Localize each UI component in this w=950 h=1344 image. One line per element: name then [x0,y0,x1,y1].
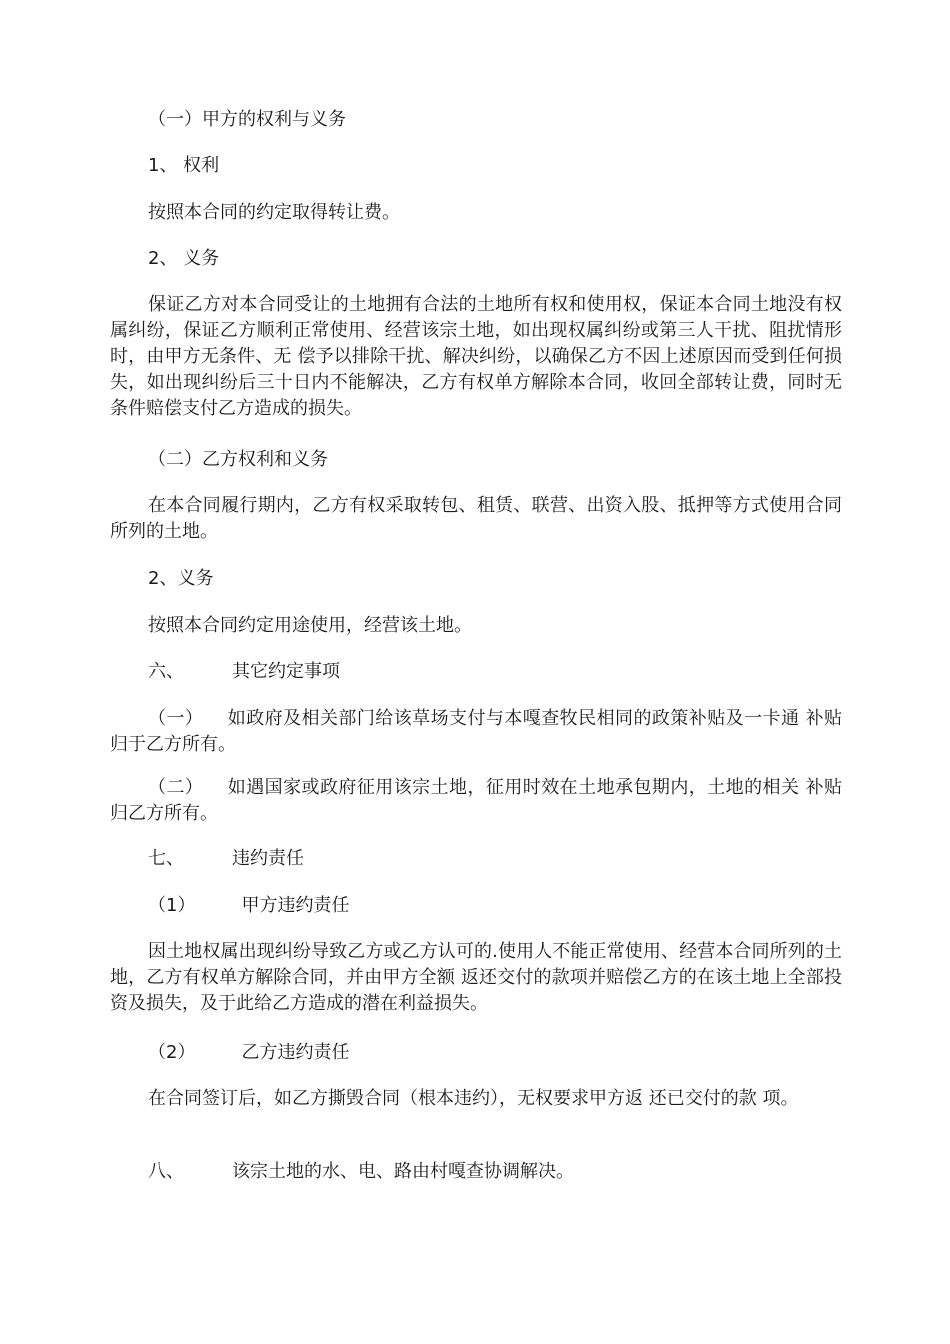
clause-title: 甲方违约责任 [241,895,350,916]
article-title: 违约责任 [232,848,304,869]
section-heading-party-b: （二）乙方权利和义务 [148,449,328,470]
article-six-heading [148,659,842,685]
clause-seven-one-heading [148,893,842,919]
paragraph-party-a-obligations: 保证乙方对本合同受让的土地拥有合法的土地所有权和使用权，保证本合同土地没有权属纠纷，保证乙方顺利正常使用、经营该宗土地，如出现权属纠纷或第三人干扰、阻扰情形时，由甲方无条件、无 偿予以排除干扰、解决纠纷，以确保乙方不因上述原因而受到任何损 失，如出现纠纷后三十日内不能解决，乙方有权单方解除本合同，收回全部转让费，同时无条件赔偿支付乙方造成的损失。 [110,294,842,419]
clause-six-two [110,775,842,827]
paragraph-usage: 按照本合同约定用途使用，经营该土地。 [148,615,472,636]
clause-text: 如遇国家或政府征用该宗土地，征用时效在土地承包期内，土地的相关 补贴归乙方所有。 [110,777,843,824]
subheading-obligations-b: 2、义务 [148,568,214,589]
article-number: 六、 [148,661,184,682]
clause-number: （1） [148,895,196,916]
paragraph-party-b-breach: 在合同签订后，如乙方撕毁合同（根本违约），无权要求甲方返 还已交付的款 项。 [148,1088,799,1109]
subheading-rights: 1、 权利 [148,155,220,176]
article-eight-heading [148,1159,842,1185]
article-number: 八、 [148,1161,184,1182]
clause-number: （2） [148,1042,196,1063]
article-seven-heading [148,846,842,872]
clause-number: （二） [148,777,204,798]
article-title: 其它约定事项 [232,661,340,682]
subheading-obligations: 2、 义务 [148,248,220,269]
article-number: 七、 [148,848,184,869]
clause-seven-two-heading [148,1040,842,1066]
clause-title: 乙方违约责任 [241,1042,350,1063]
paragraph-party-a-breach: 因土地权属出现纠纷导致乙方或乙方认可的.使用人不能正常使用、经营本合同所列的土地，乙方有权单方解除合同，并由甲方全额 返还交付的款项并赔偿乙方的在该土地上全部投资及损失，及于此给乙方造成的潜在利益损失。 [110,941,842,1014]
clause-text: 如政府及相关部门给该草场支付与本嘎查牧民相同的政策补贴及一卡通 补贴归于乙方所有。 [110,708,843,755]
section-heading-party-a: （一）甲方的权利与义务 [148,109,346,130]
clause-number: （一） [148,708,204,729]
paragraph-transfer-fee: 按照本合同的约定取得转让费。 [148,202,400,223]
clause-six-one [110,706,842,758]
article-title: 该宗土地的水、电、路由村嘎查协调解决。 [232,1161,574,1182]
paragraph-party-b-rights: 在本合同履行期内，乙方有权采取转包、租赁、联营、出资入股、抵押等方式使用合同所列的土地。 [110,495,842,542]
